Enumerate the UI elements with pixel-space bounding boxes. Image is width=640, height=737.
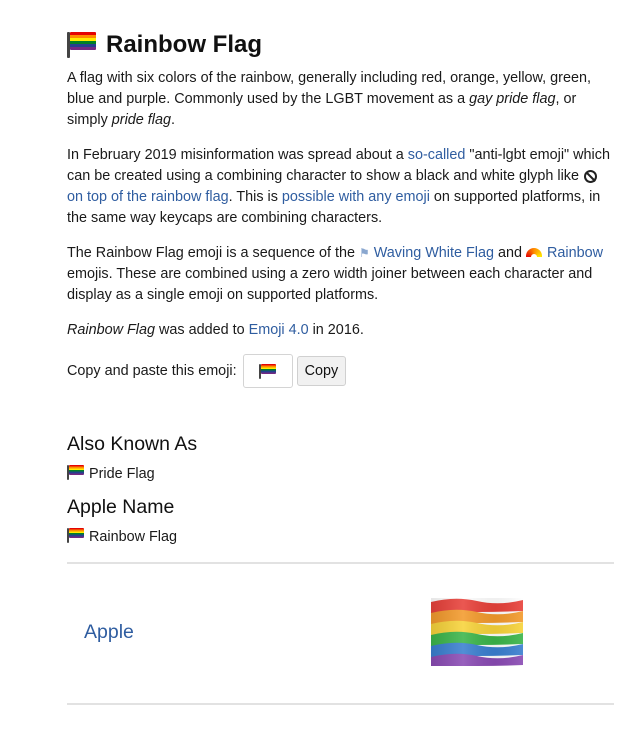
emoji-copy-field[interactable] [243,354,293,388]
copy-label: Copy and paste this emoji: [67,363,237,379]
added-paragraph: Rainbow Flag was added to Emoji 4.0 in 2016. [67,322,364,338]
copy-button[interactable]: Copy [297,356,347,386]
rainbow-flag-icon [67,465,84,480]
rainbow-link[interactable]: Rainbow [526,245,603,261]
rainbow-icon [526,248,542,257]
copy-row [67,354,614,388]
apple-name-heading: Apple Name [67,496,175,518]
also-known-as-item: Pride Flag [67,464,614,484]
intro-paragraph: A flag with six colors of the rainbow, generally including red, orange, yellow, green, blue and purple. Commonly used by the LGBT movement as a gay pride flag, or simply pride flag. [67,70,591,128]
page-title-text: Rainbow Flag [106,31,262,58]
vendor-row [67,564,614,703]
white-flag-icon: ⚑ [358,246,370,260]
apple-name-value: Rainbow Flag [67,527,614,547]
possible-with-any-emoji-link[interactable]: possible with any emoji [281,189,430,205]
on-top-of-rainbow-flag-link[interactable]: on top of the rainbow flag [67,189,229,205]
emoji-4-link[interactable]: Emoji 4.0 [248,322,309,338]
page-title [67,28,614,62]
waving-white-flag-link[interactable]: ⚑ Waving White Flag [359,245,494,261]
also-known-as-heading: Also Known As [67,433,198,455]
apple-rainbow-flag-image [429,596,525,666]
so-called-link[interactable]: so-called [407,147,466,163]
rainbow-flag-icon [67,528,84,543]
sequence-paragraph: The Rainbow Flag emoji is a sequence of the ⚑ Waving White Flag and Rainbow emojis. These are combined using a zero width joiner between each character and display as a single emoji on supported platforms. [67,245,603,303]
prohibited-icon [584,170,597,183]
vendor-link-apple[interactable]: Apple [84,621,134,643]
misinformation-paragraph: In February 2019 misinformation was spread about a so-called "anti-lgbt emoji" which can be created using a combining character to show a black and white glyph like on top of the rainbow flag. This is possible with any emoji on supported platforms, in the same way keycaps are combining characters. [67,147,610,226]
rainbow-flag-icon [259,364,276,379]
divider [67,703,614,705]
rainbow-flag-icon [67,32,97,58]
emoji-article [67,28,614,705]
